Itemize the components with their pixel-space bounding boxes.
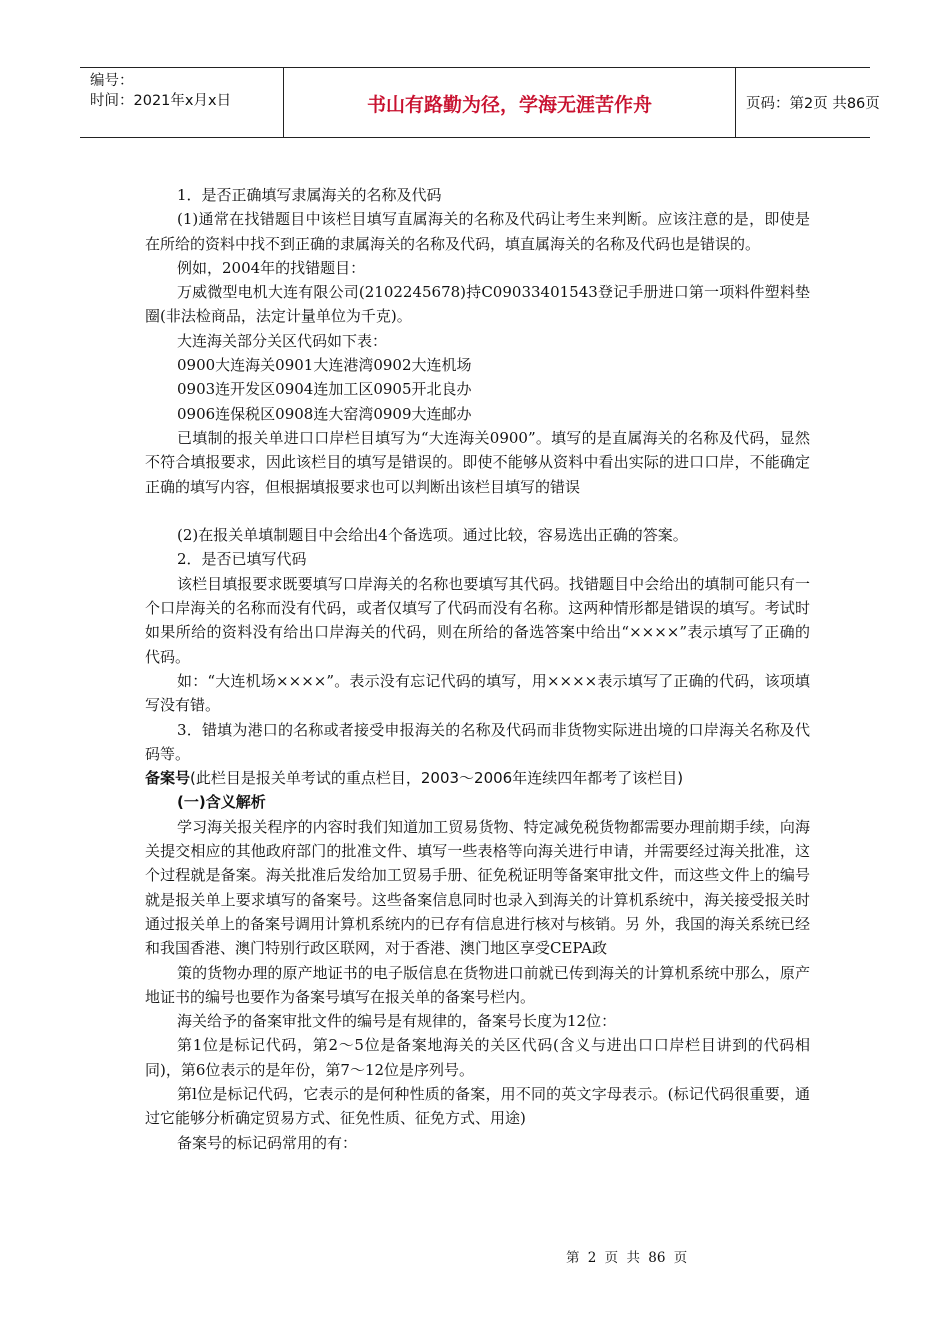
header-motto: 书山有路勤为径，学海无涯苦作舟 <box>284 68 736 137</box>
header-table <box>80 67 880 138</box>
document-number-label: 编号： <box>90 73 134 89</box>
header-meta-cell <box>80 68 284 137</box>
document-date-label: 时间：2021年x月x日 <box>90 93 232 109</box>
paragraph: (2)在报关单填制题目中会给出4个备选项。通过比较，容易选出正确的答案。 <box>177 526 688 545</box>
paragraph: 大连海关部分关区代码如下表： <box>177 331 388 350</box>
record-number-note: (此栏目是报关单考试的重点栏目，2003～2006年连续四年都考了该栏目) <box>190 769 684 788</box>
document-body <box>145 183 810 1155</box>
paragraph-section-3-title: 3．错填为港口的名称或者接受申报海关的名称及代码而非货物实际进出境的口岸海关名称及代码等。 <box>145 720 810 763</box>
blank-line <box>145 499 810 523</box>
header-page-number: 页码：第2页 共86页 <box>746 96 880 112</box>
record-number-heading: 备案号 <box>145 769 191 788</box>
paragraph: 如：“大连机场××××”。表示没有忘记代码的填写，用××××表示填写了正确的代码，该项填写没有错。 <box>145 671 810 715</box>
page-footer: 第 2 页 共 86 页 <box>566 1250 688 1266</box>
paragraph: 第1位是标记代码，第2～5位是备案地海关的关区代码(含义与进出口口岸栏目讲到的代码相同)，第6位表示的是年份，第7～12位是序列号。 <box>145 1036 810 1079</box>
paragraph-section-1-title: 1．是否正确填写隶属海关的名称及代码 <box>177 186 442 204</box>
paragraph: 备案号的标记码常用的有： <box>177 1133 358 1152</box>
paragraph-section-2-title: 2．是否已填写代码 <box>177 550 307 569</box>
paragraph: 第l位是标记代码，它表示的是何种性质的备案，用不同的英文字母表示。(标记代码很重要，通过它能够分析确定贸易方式、征免性质、征免方式、用途) <box>145 1084 810 1128</box>
paragraph: 万威微型电机大连有限公司(2102245678)持C09033401543登记手册进口第一项料件塑料垫圈(非法检商品，法定计量单位为千克)。 <box>145 283 810 326</box>
code-table-row: 0903连开发区0904连加工区0905开北良办 <box>177 380 472 399</box>
paragraph-record-number-heading <box>145 766 810 790</box>
code-table-row: 0906连保税区0908连大窑湾0909大连邮办 <box>177 404 472 423</box>
subsection-heading: (一)含义解析 <box>177 793 266 812</box>
paragraph: 策的货物办理的原产地证书的电子版信息在货物进口前就已传到海关的计算机系统中那么，原产地证书的编号也要作为备案号填写在报关单的备案号栏内。 <box>145 963 810 1006</box>
paragraph: 例如，2004年的找错题目： <box>177 258 366 277</box>
paragraph: 海关给予的备案审批文件的编号是有规律的，备案号长度为12位： <box>177 1012 617 1031</box>
paragraph: 该栏目填报要求既要填写口岸海关的名称也要填写其代码。找错题目中会给出的填制可能只有一个口岸海关的名称而没有代码，或者仅填写了代码而没有名称。这两种情形都是错误的填写。考试时如果所给的资料没有给出口岸海关的代码，则在所给的备选答案中给出“××××”表示填写了正确的代码。 <box>145 574 810 666</box>
paragraph: 已填制的报关单进口口岸栏目填写为“大连海关0900”。填写的是直属海关的名称及代码，显然不符合填报要求，因此该栏目的填写是错误的。即使不能够从资料中看出实际的进口口岸，不能确定正确的填写内容，但根据填报要求也可以判断出该栏目填写的错误 <box>145 428 810 496</box>
code-table-row: 0900大连海关0901大连港湾0902大连机场 <box>177 356 472 375</box>
paragraph: (1)通常在找错题目中该栏目填写直属海关的名称及代码让考生来判断。应该注意的是，即使是在所给的资料中找不到正确的隶属海关的名称及代码，填直属海关的名称及代码也是错误的。 <box>145 210 810 253</box>
paragraph: 学习海关报关程序的内容时我们知道加工贸易货物、特定减免税货物都需要办理前期手续，向海关提交相应的其他政府部门的批准文件、填写一些表格等向海关进行申请，并需要经过海关批准，这个过程就是备案。海关批准后发给加工贸易手册、征免税证明等备案审批文件，而这些文件上的编号就是报关单上要求填写的备案号。这些备案信息同时也录入到海关的计算机系统中，海关接受报关时通过报关单上的备案号调用计算机系统内的已存有信息进行核对与核销。另 外，我国的海关系统已经和我国香港、澳门特别行政区联网，对于香港、澳门地区享受CEPA政 <box>145 817 810 958</box>
